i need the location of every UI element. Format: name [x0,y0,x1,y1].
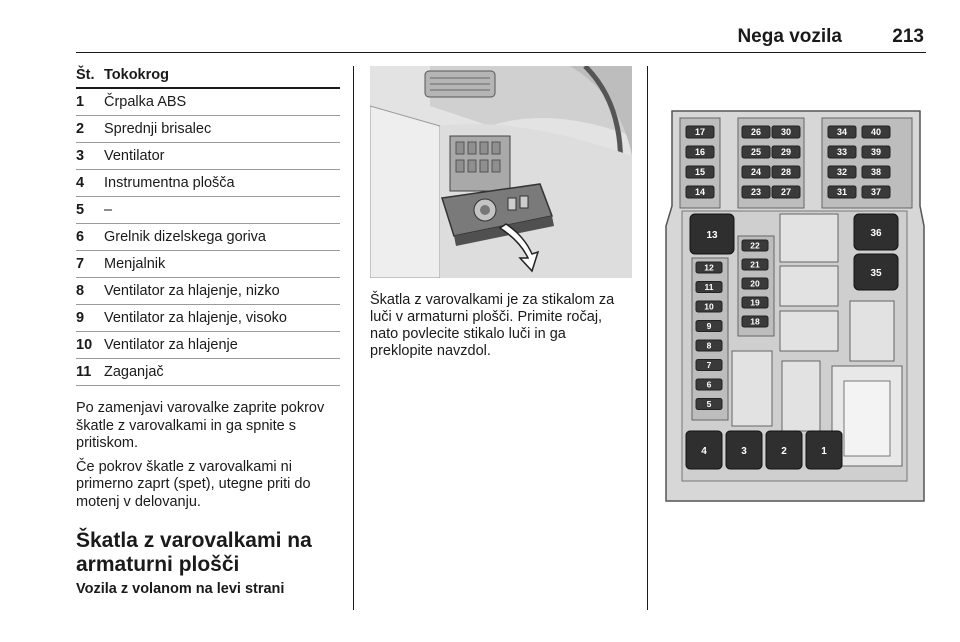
circuit-name: Ventilator [104,143,340,170]
fuse-label: 39 [870,147,882,158]
paragraph-close-cover: Po zamenjavi varovalke zaprite pokrov škatle z varovalkami in ga spnite s pritiskom. [76,400,325,451]
table-row [76,197,340,224]
table-row [76,359,340,386]
paragraph-warning: Če pokrov škatle z varovalkami ni primerno zaprt (spet), utegne priti do motenj v delovanju. [76,458,311,510]
fuse-slot [742,240,768,251]
relay-label: 13 [706,230,718,241]
circuit-name: Sprednji brisalec [104,116,340,143]
table-row [76,251,340,278]
circuit-name: Ventilator za hlajenje, visoko [104,305,340,332]
relay-label: 35 [870,268,882,279]
fusebox-location-text: Škatla z varovalkami je za stikalom za luči v armaturni plošči. Primite ročaj, nato povlecite stikalo luči in ga preklopite navzdol. [370,292,615,359]
fuse-number: 2 [76,116,104,143]
fuse-table [76,64,340,386]
fuse-slot [686,186,714,198]
fuse-slot [862,146,890,158]
fuse-number: 4 [76,170,104,197]
left-column [76,64,340,597]
fuse-label: 37 [870,187,882,198]
fuse-label: 10 [704,301,714,312]
table-row [76,278,340,305]
fuse-slot [742,259,768,270]
fuse-label: 40 [870,127,882,138]
fuse-number: 6 [76,224,104,251]
page-number: 213 [892,26,924,47]
fuse-label: 17 [694,127,706,138]
fusebox-diagram [662,106,928,516]
circuit-name: Zaganjač [104,359,340,386]
fuse-slot [686,166,714,178]
fuse-label: 28 [780,167,792,178]
fuse-slot [828,166,856,178]
fuse-slot [742,126,770,138]
fuse-label: 11 [704,282,714,293]
fuse-label: 14 [694,187,706,198]
fuse-number: 8 [76,278,104,305]
table-header-row [76,64,340,88]
fuse-label: 7 [706,360,712,371]
table-row [76,143,340,170]
table-row [76,88,340,116]
fuse-table-body [76,88,340,386]
fuse-slot [862,186,890,198]
fuse-slot [742,316,768,327]
fuse-slot [862,166,890,178]
section-title: Nega vozila [737,26,842,47]
relay-label: 36 [870,228,882,239]
fuse-slot [696,379,722,390]
column-header-circuit: Tokokrog [104,64,340,88]
fuse-slot [828,186,856,198]
fuse-number: 7 [76,251,104,278]
fuse-label: 30 [780,127,792,138]
fuse-label: 38 [870,167,882,178]
fuse-label: 34 [836,127,848,138]
fuse-slot [772,146,800,158]
table-row [76,224,340,251]
fuse-slot [742,297,768,308]
empty-socket [780,214,838,262]
empty-socket [782,361,820,431]
fuse-label: 23 [750,187,762,198]
fuse-label: 33 [836,147,848,158]
circuit-name: Ventilator za hlajenje, nizko [104,278,340,305]
page-header [76,22,926,53]
table-row [76,305,340,332]
empty-socket [732,351,772,426]
fuse-slot [742,166,770,178]
fuse-slot [696,282,722,293]
fuse-label: 21 [750,259,760,270]
fuse-slot [772,166,800,178]
fuse-slot [686,126,714,138]
fuse-slot [696,360,722,371]
fuse-slot [686,146,714,158]
fuse-slot [696,301,722,312]
empty-socket [780,266,838,306]
empty-socket [850,301,894,361]
sub-heading: Vozila z volanom na levi strani [76,581,285,597]
fuse-slot [772,126,800,138]
fuse-number: 9 [76,305,104,332]
fuse-slot [696,262,722,273]
fuse-slot [696,321,722,332]
fuse-number: 1 [76,88,104,116]
fuse-slot [862,126,890,138]
fuse-slot [696,340,722,351]
fuse-label: 24 [750,167,762,178]
fuse-label: 25 [750,147,762,158]
fuse-number: 10 [76,332,104,359]
dashboard-fusebox-illustration [370,66,632,278]
fuse-label: 5 [706,399,712,410]
fuse-label: 27 [780,187,792,198]
fuse-slot [742,146,770,158]
fuse-label: 31 [836,187,848,198]
relay-label: 1 [821,446,827,457]
fuse-slot [696,399,722,410]
fuse-label: 12 [704,262,714,273]
table-row [76,332,340,359]
empty-socket [780,311,838,351]
fuse-slot [828,126,856,138]
circuit-name: Grelnik dizelskega goriva [104,224,340,251]
circuit-name: Črpalka ABS [104,88,340,116]
circuit-name: Menjalnik [104,251,340,278]
fuse-slot [742,278,768,289]
circuit-name: Ventilator za hlajenje [104,332,340,359]
fuse-label: 22 [750,240,760,251]
table-row [76,116,340,143]
fuse-label: 19 [750,297,760,308]
fuse-slot [742,186,770,198]
column-divider [647,66,648,610]
section-heading: Škatla z varovalkami na armaturni plošči [76,529,312,576]
empty-socket [844,381,890,456]
column-header-number: Št. [76,64,104,88]
fuse-number: 3 [76,143,104,170]
circuit-name: Instrumentna plošča [104,170,340,197]
relay-label: 3 [741,446,747,457]
fuse-label: 6 [706,379,712,390]
fuse-number: 11 [76,359,104,386]
table-row [76,170,340,197]
fuse-slot [772,186,800,198]
fuse-label: 16 [694,147,706,158]
fuse-number: 5 [76,197,104,224]
fuse-label: 9 [706,321,712,332]
fuse-label: 20 [750,278,760,289]
fuse-label: 8 [706,340,712,351]
fuse-label: 29 [780,147,792,158]
relay-label: 2 [781,446,787,457]
fuse-label: 15 [694,167,706,178]
fuse-label: 32 [836,167,848,178]
column-divider [353,66,354,610]
circuit-name: – [104,197,340,224]
fuse-label: 26 [750,127,762,138]
fuse-slot [828,146,856,158]
fuse-label: 18 [750,316,760,327]
relay-label: 4 [701,446,707,457]
